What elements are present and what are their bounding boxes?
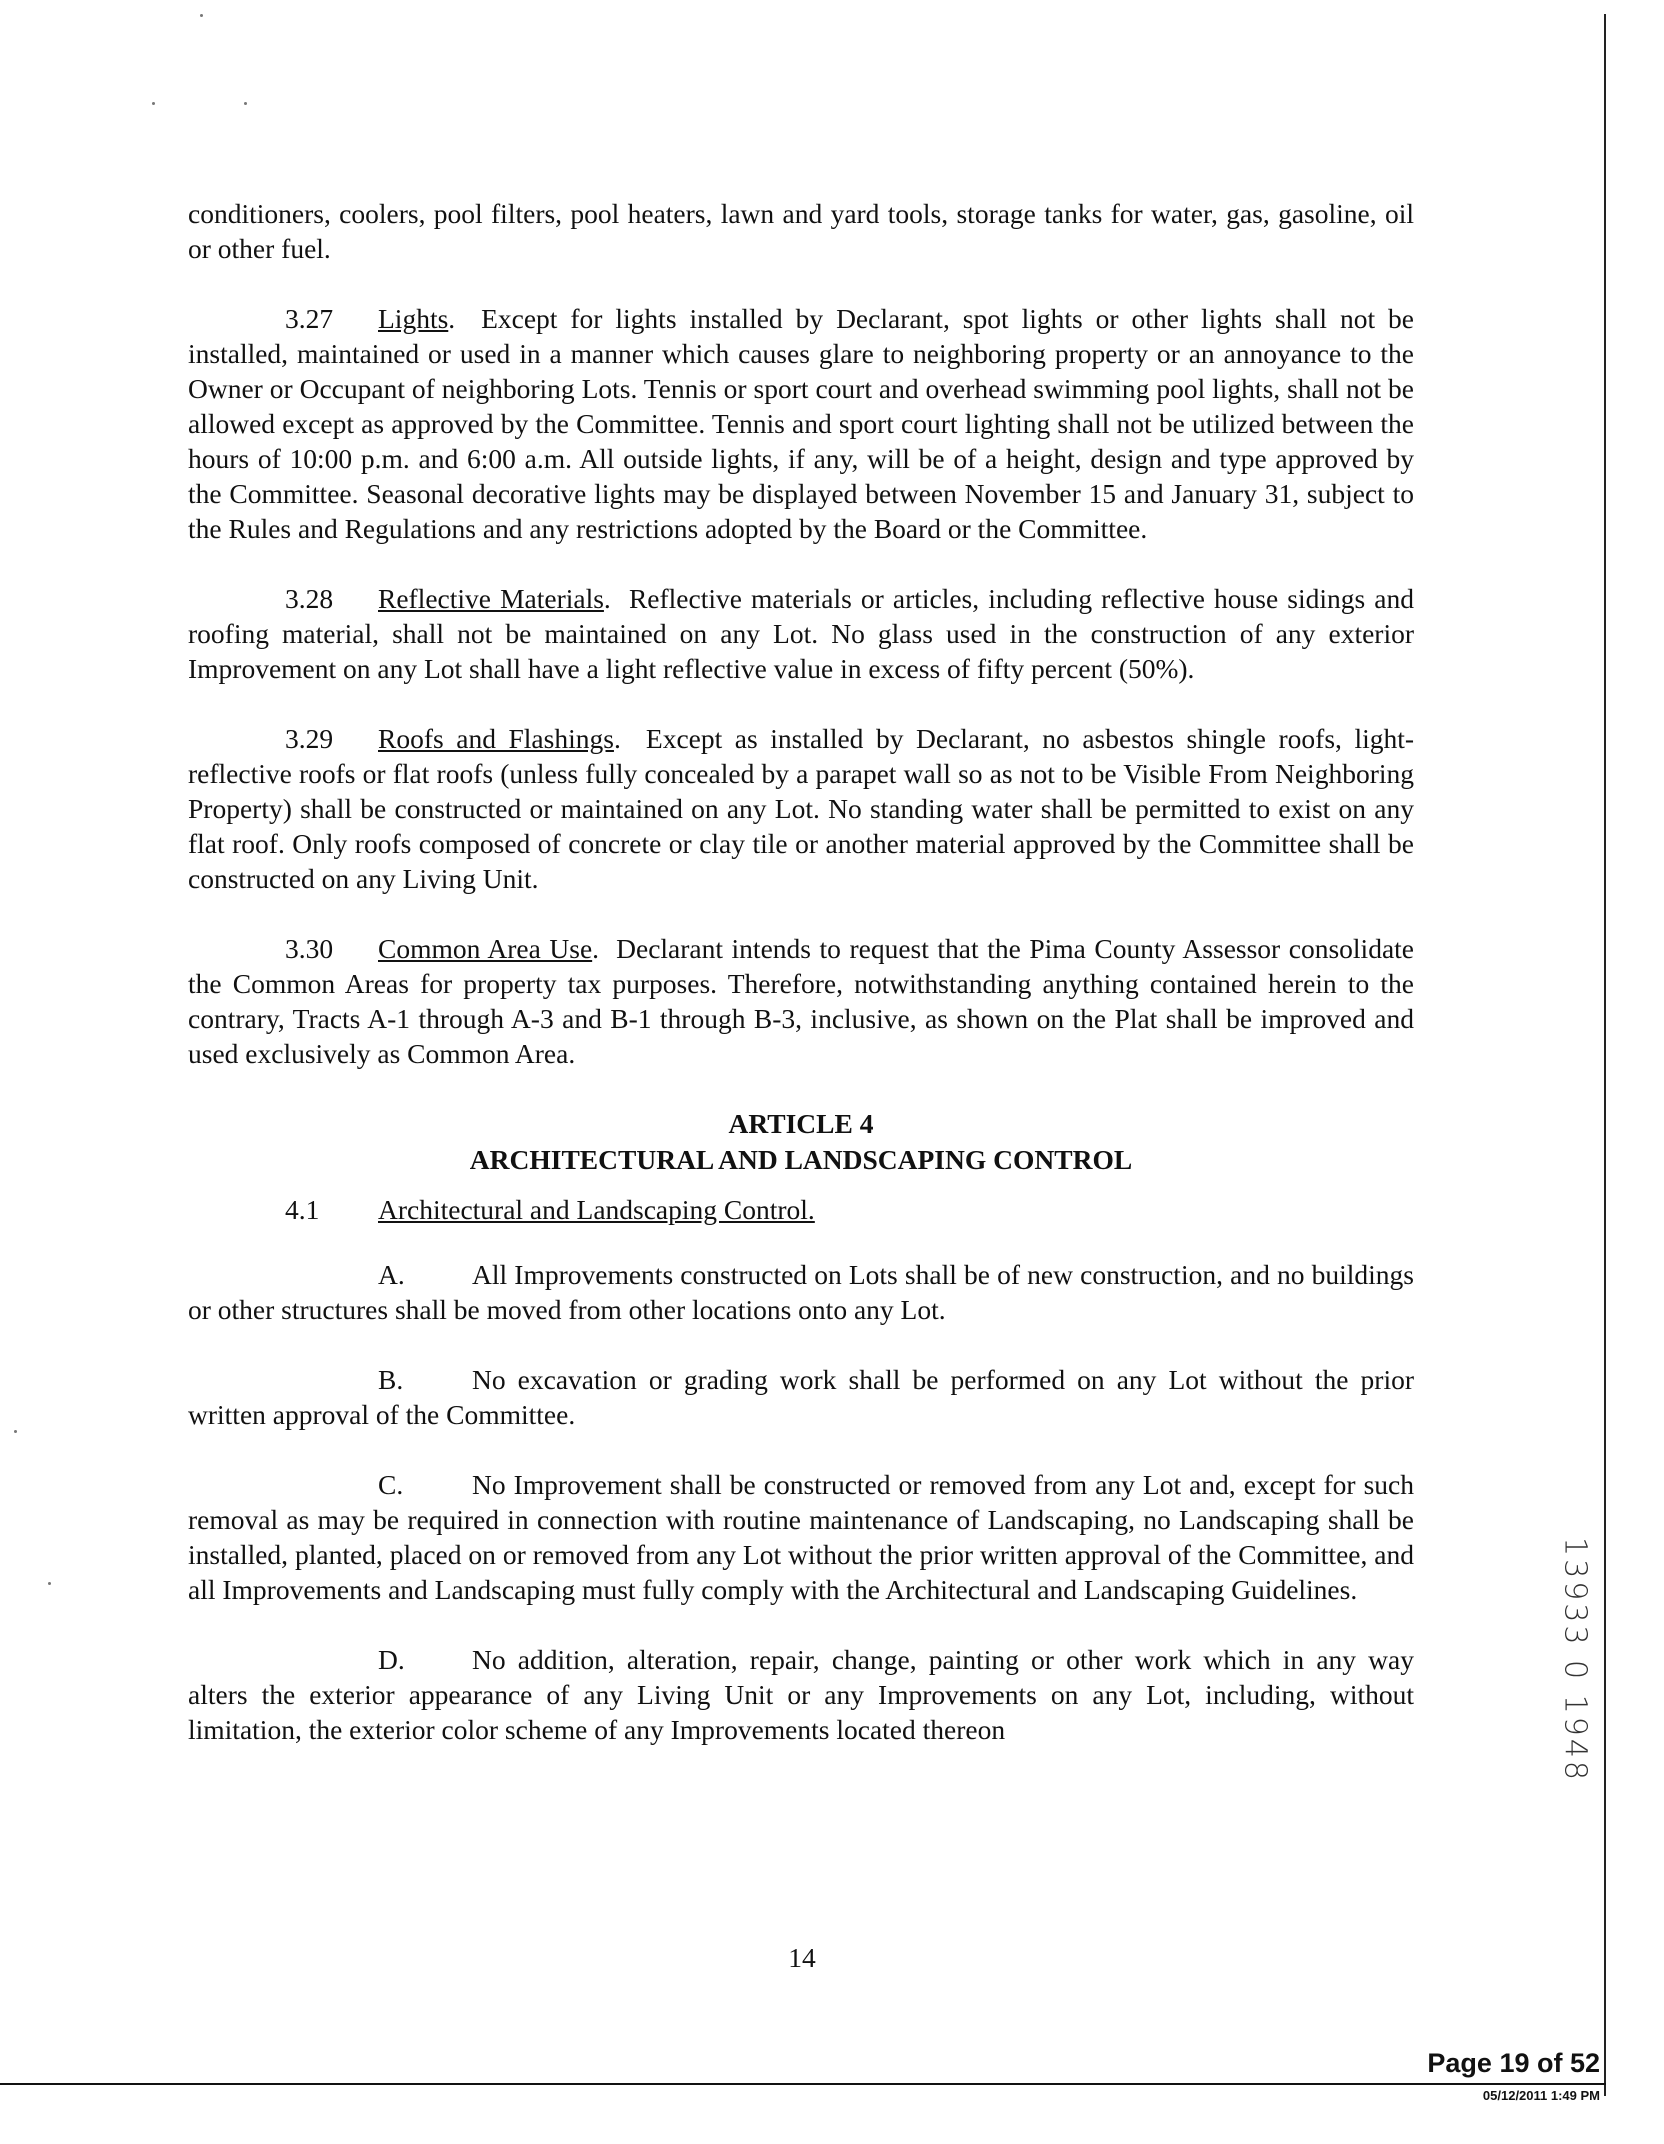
document-body xyxy=(188,196,1414,1747)
section-number: 3.29 xyxy=(285,723,334,754)
section-number: 3.30 xyxy=(285,933,334,964)
section-text: Except for lights installed by Declarant, spot lights or other lights shall not be installed, maintained or used in a manner which causes glare to neighboring property or an annoyance to the Owner or Occupant of neighboring Lots. Tennis or sport court and overhead swimming pool lights, shall not be allowed except as approved by the Committee. Tennis and sport court lighting shall not be utilized between the hours of 10:00 p.m. and 6:00 a.m. All outside lights, if any, will be of a height, design and type approved by the Committee. Seasonal decorative lights may be displayed between November 15 and January 31, subject to the Rules and Regulations and any restrictions adopted by the Board or the Committee. xyxy=(188,303,1415,544)
section-text: Declarant intends to request that the Pima County Assessor consolidate the Common Areas for property tax purposes. Therefore, notwithstanding anything contained herein to the contrary, Tracts A-1 through A-3 and B-1 through B-3, inclusive, as shown on the Plat shall be improved and used exclusively as Common Area. xyxy=(188,933,1414,1069)
item-d xyxy=(188,1642,1414,1747)
page-count-label: Page 19 of 52 xyxy=(1427,2048,1600,2078)
item-text: All Improvements constructed on Lots shall be of new construction, and no buildings or other structures shall be moved from other locations onto any Lot. xyxy=(188,1259,1414,1325)
item-label: A. xyxy=(378,1259,405,1290)
item-text: No excavation or grading work shall be performed on any Lot without the prior written approval of the Committee. xyxy=(188,1364,1414,1430)
recording-stamp xyxy=(1545,1530,1605,1790)
section-number: 3.28 xyxy=(285,583,334,614)
section-3-28: 3.28 Reflective Materials. Reflective materials or articles, including reflective house sidings and roofing material, shall not be maintained on any Lot. No glass used in the construction of any exterior Improvement on any Lot shall have a light reflective value in excess of fifty percent (50%). xyxy=(188,583,1414,684)
section-title: Lights xyxy=(378,303,449,334)
article-number: ARTICLE 4 xyxy=(728,1108,874,1139)
section-title: Reflective Materials xyxy=(378,583,604,614)
section-text: Reflective materials or articles, including reflective house sidings and roofing material, shall not be maintained on any Lot. No glass used in the construction of any exterior Improvement on any Lot shall have a light reflective value in excess of fifty percent (50%). xyxy=(188,583,1414,684)
section-3-30: 3.30 Common Area Use. Declarant intends to request that the Pima County Assessor consolidate the Common Areas for property tax purposes. Therefore, notwithstanding anything contained herein to the contrary, Tracts A-1 through A-3 and B-1 through B-3, inclusive, as shown on the Plat shall be improved and used exclusively as Common Area. xyxy=(188,933,1414,1069)
footer-rule xyxy=(0,2083,1606,2085)
article-heading xyxy=(188,1106,1414,1178)
recording-stamp-text: 13933 0 1948 xyxy=(1557,1537,1593,1783)
page-number: 14 xyxy=(788,1942,816,1973)
subsection-heading xyxy=(188,1192,1414,1227)
subsection-title: Architectural and Landscaping Control. xyxy=(378,1194,815,1225)
section-text: Except as installed by Declarant, no asbestos shingle roofs, light-reflective roofs or flat roofs (unless fully concealed by a parapet wall so as not to be Visible From Neighboring Property) shall be constructed or maintained on any Lot. No standing water shall be permitted to exist on any flat roof. Only roofs composed of concrete or clay tile or another material approved by the Committee shall be constructed on any Living Unit. xyxy=(188,723,1415,894)
section-title: Common Area Use xyxy=(378,933,593,964)
item-label: C. xyxy=(378,1469,404,1500)
item-label: D. xyxy=(378,1644,405,1675)
item-a xyxy=(188,1257,1414,1327)
item-c xyxy=(188,1467,1414,1607)
section-3-27: 3.27 Lights. Except for lights installed by Declarant, spot lights or other lights shall not be installed, maintained or used in a manner which causes glare to neighboring property or an annoyance to the Owner or Occupant of neighboring Lots. Tennis or sport court and overhead swimming pool lights, shall not be allowed except as approved by the Committee. Tennis and sport court lighting shall not be utilized between the hours of 10:00 p.m. and 6:00 a.m. All outside lights, if any, will be of a height, design and type approved by the Committee. Seasonal decorative lights may be displayed between November 15 and January 31, subject to the Rules and Regulations and any restrictions adopted by the Board or the Committee. xyxy=(188,303,1415,544)
scan-speck xyxy=(152,102,155,105)
item-text: No addition, alteration, repair, change, painting or other work which in any way alters the exterior appearance of any Living Unit or any Improvements on any Lot, including, without limitation, the exterior color scheme of any Improvements located thereon xyxy=(188,1644,1414,1745)
footer-timestamp: 05/12/2011 1:49 PM xyxy=(1482,2088,1600,2103)
subsection-number: 4.1 xyxy=(285,1194,320,1225)
item-b xyxy=(188,1362,1414,1432)
section-title: Roofs and Flashings xyxy=(378,723,614,754)
item-label: B. xyxy=(378,1364,404,1395)
section-number: 3.27 xyxy=(285,303,334,334)
scan-speck xyxy=(14,1430,17,1433)
article-title: ARCHITECTURAL AND LANDSCAPING CONTROL xyxy=(469,1144,1133,1175)
scan-speck xyxy=(244,102,247,105)
item-text: No Improvement shall be constructed or removed from any Lot and, except for such removal as may be required in connection with routine maintenance of Landscaping, no Landscaping shall be installed, planted, placed on or removed from any Lot without the prior written approval of the Committee, and all Improvements and Landscaping must fully comply with the Architectural and Landscaping Guidelines. xyxy=(188,1469,1414,1605)
scan-speck xyxy=(200,14,203,17)
section-3-29: 3.29 Roofs and Flashings. Except as installed by Declarant, no asbestos shingle roofs, light-reflective roofs or flat roofs (unless fully concealed by a parapet wall so as not to be Visible From Neighboring Property) shall be constructed or maintained on any Lot. No standing water shall be permitted to exist on any flat roof. Only roofs composed of concrete or clay tile or another material approved by the Committee shall be constructed on any Living Unit. xyxy=(188,723,1415,894)
opening-paragraph: conditioners, coolers, pool filters, pool heaters, lawn and yard tools, storage tanks for water, gas, gasoline, oil or other fuel. xyxy=(188,198,1414,264)
scan-speck xyxy=(48,1582,51,1585)
